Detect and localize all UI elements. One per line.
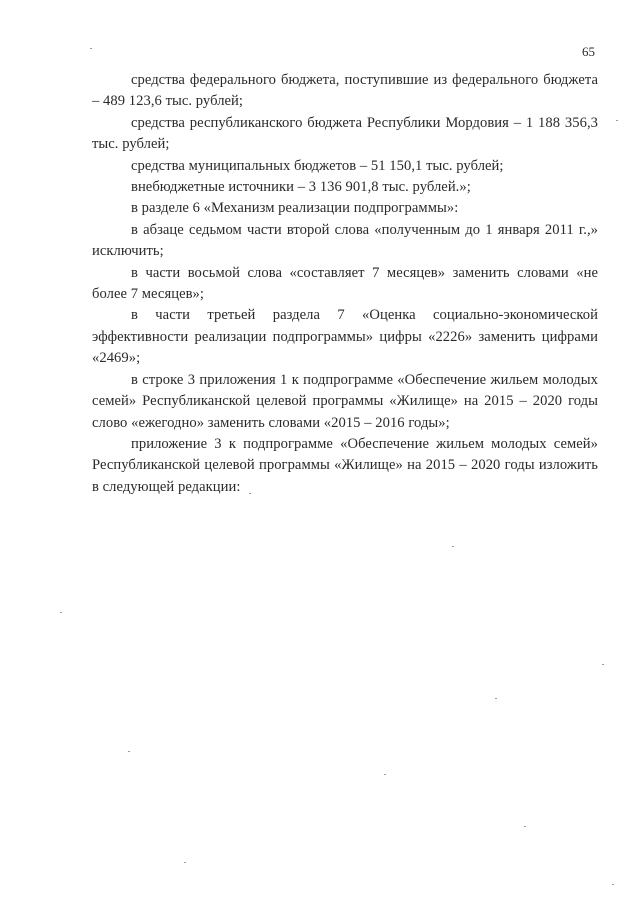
scan-speck <box>495 698 497 699</box>
scan-speck <box>60 612 62 613</box>
paragraph-republic-budget: средства республиканского бюджета Республики Мордовия – 1 188 356,3 тыс. рублей; <box>92 114 598 153</box>
document-body <box>92 70 598 498</box>
scan-speck <box>90 48 92 49</box>
scan-speck <box>602 664 604 665</box>
paragraph-appendix-1: в строке 3 приложения 1 к подпрограмме «Обеспечение жильем молодых семей» Республиканской целевой программы «Жилище» на 2015 – 2020 годы слово «ежегодно» заменить словами «2015 – 2016 годы»; <box>92 371 598 431</box>
scan-speck <box>249 493 251 494</box>
scan-speck <box>384 774 386 775</box>
paragraph-section-7: в части третьей раздела 7 «Оценка социально-экономической эффективности реализации подпрограммы» цифры «2226» заменить цифрами «2469»; <box>92 307 598 367</box>
page-number: 65 <box>582 44 595 59</box>
paragraph-municipal-budgets: средства муниципальных бюджетов – 51 150,1 тыс. рублей; <box>131 157 504 174</box>
paragraph-section-6: в разделе 6 «Механизм реализации подпрограммы»: <box>131 200 459 217</box>
scan-speck <box>612 884 614 885</box>
paragraph-eighth-part: в части восьмой слова «составляет 7 месяцев» заменить словами «не более 7 месяцев»; <box>92 264 598 303</box>
paragraph-appendix-3: приложение 3 к подпрограмме «Обеспечение жильем молодых семей» Республиканской целевой программы «Жилище» на 2015 – 2020 годы изложить в следующей редакции: <box>92 435 598 495</box>
scan-speck <box>128 751 130 752</box>
paragraph-federal-budget: средства федерального бюджета, поступившие из федерального бюджета – 489 123,6 тыс. рублей; <box>92 72 598 110</box>
scan-speck <box>616 120 618 121</box>
paragraph-extrabudgetary-sources: внебюджетные источники – 3 136 901,8 тыс. рублей.»; <box>131 179 471 196</box>
scan-speck <box>524 826 526 827</box>
scan-speck <box>184 862 186 863</box>
scan-speck <box>452 546 454 547</box>
paragraph-seventh-clause: в абзаце седьмом части второй слова «полученным до 1 января 2011 г.,» исключить; <box>92 221 598 260</box>
